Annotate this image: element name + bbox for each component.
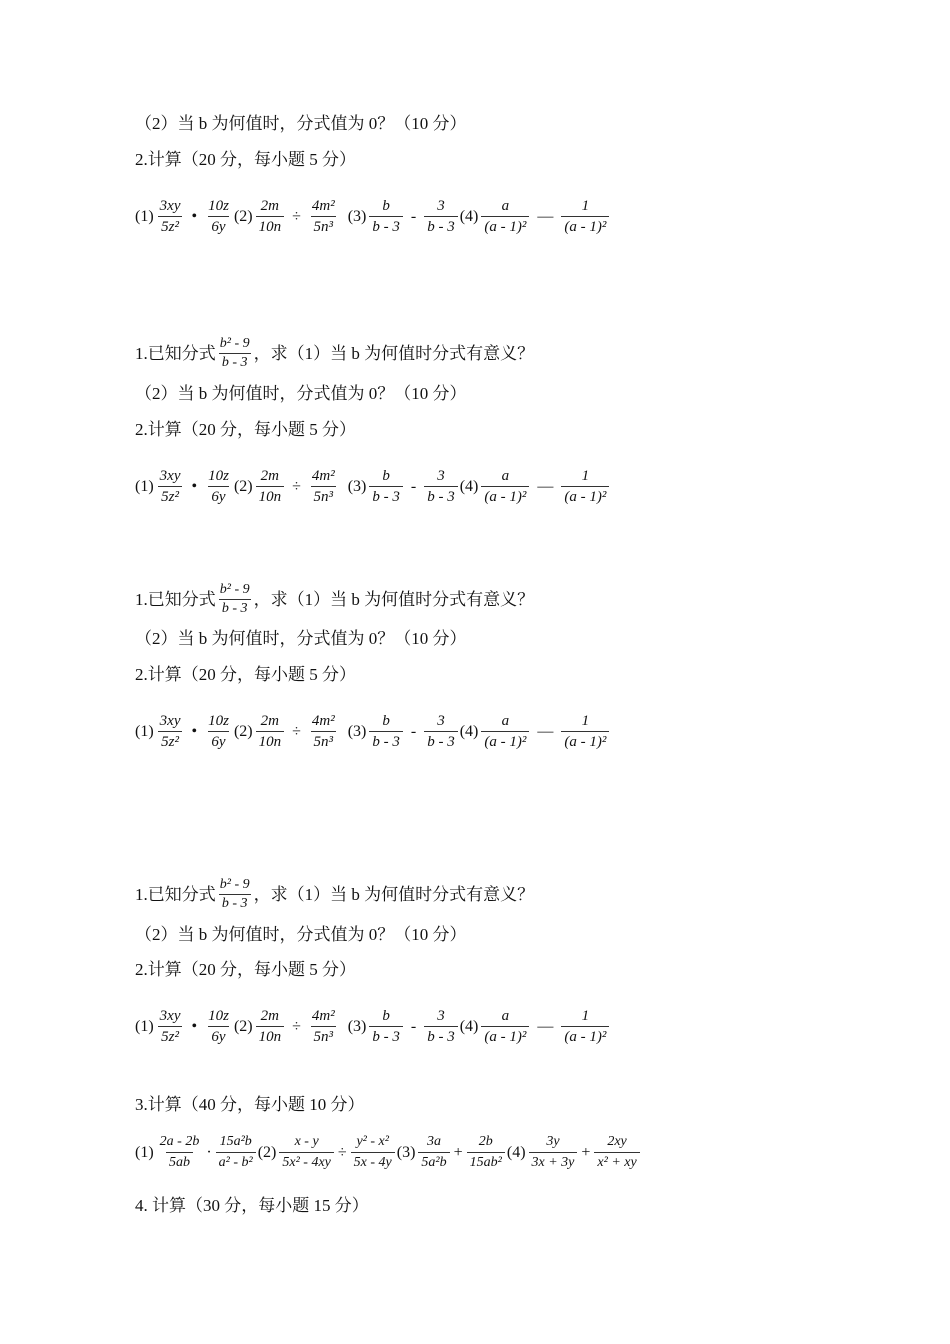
fraction [309,711,338,752]
denominator: b - 3 [424,216,458,237]
operator: ÷ [292,207,301,225]
fraction [309,196,338,237]
q2-title: 2.计算（20 分，每小题 5 分） [135,665,356,684]
denominator: 5x - 4y [351,1152,395,1173]
item-label: (4) [459,477,479,495]
numerator: 3 [437,198,445,214]
operator: — [537,207,554,225]
numerator: x - y [294,1134,319,1149]
fraction [157,466,184,507]
item-label: (2) [233,207,253,225]
fraction [561,466,609,507]
fraction [529,1132,578,1173]
denominator: 5z² [158,486,182,507]
denominator: (a - 1)² [481,1026,529,1047]
numerator: 10z [208,713,229,729]
denominator: a² - b² [216,1152,256,1173]
numerator: 2b [478,1134,493,1149]
numerator: 3xy [159,1008,181,1024]
denominator: 6y [208,731,228,752]
calc-row [135,466,611,507]
numerator: b [382,468,390,484]
item-label: (3) [396,1143,416,1161]
numerator: 2m [260,468,280,484]
numerator: 1 [581,468,590,484]
operator: • [191,1017,198,1035]
fraction [418,1132,449,1173]
q1-line [135,581,534,618]
denominator: 5z² [158,731,182,752]
denominator: 3x + 3y [529,1152,578,1173]
denominator: 5ab [166,1152,193,1173]
fraction [369,1006,403,1047]
operator: ÷ [292,1017,301,1035]
numerator: a [501,1008,510,1024]
fraction [561,1006,609,1047]
operator: ÷ [292,477,301,495]
fraction [424,711,458,752]
numerator: b [382,198,390,214]
denominator: 5n³ [311,731,337,752]
operator: • [191,722,198,740]
numerator: 4m² [311,198,335,214]
numerator: 3 [437,713,445,729]
item-label: (2) [257,1143,277,1161]
fraction [424,466,458,507]
denominator: (a - 1)² [561,486,609,507]
q1-line [135,335,534,372]
fraction [157,711,184,752]
numerator: 4m² [311,1008,335,1024]
operator: — [537,1017,554,1035]
q1-suffix: ，求（1）当 b 为何值时分式有意义？ [253,589,535,609]
numerator: 1 [581,198,590,214]
q2-title: 2.计算（20 分，每小题 5 分） [135,150,356,169]
denominator: b - 3 [219,894,251,913]
denominator: b - 3 [369,216,403,237]
fraction [369,196,403,237]
fraction [351,1132,395,1173]
q1-part2-text: （2）当 b 为何值时，分式值为 0？（10 分） [135,925,467,944]
denominator: (a - 1)² [561,731,609,752]
item-label: (3) [347,477,367,495]
item-label: (4) [459,1017,479,1035]
numerator: 2xy [607,1134,627,1149]
numerator: 3xy [159,468,181,484]
fraction [217,581,253,618]
denominator: b - 3 [424,486,458,507]
denominator: 10n [256,1026,285,1047]
operator: ÷ [337,1143,347,1161]
operator: - [410,207,417,225]
denominator: 10n [256,731,285,752]
q1-prefix: 1.已知分式 [135,884,216,904]
fraction [217,335,253,372]
numerator: b² - 9 [219,877,250,892]
fraction [256,1006,285,1047]
denominator: 10n [256,216,285,237]
fraction [216,1132,256,1173]
q1-prefix: 1.已知分式 [135,343,216,363]
fraction [309,466,338,507]
q1-part2-text: （2）当 b 为何值时，分式值为 0？（10 分） [135,114,467,133]
item-label: (2) [233,1017,253,1035]
fraction [481,196,529,237]
numerator: 4m² [311,468,335,484]
denominator: b - 3 [424,1026,458,1047]
q1-line [135,876,534,913]
operator: - [410,722,417,740]
item-label: (1) [135,722,154,740]
fraction [561,711,609,752]
operator: • [191,207,198,225]
denominator: b - 3 [219,353,251,372]
operator: - [410,477,417,495]
denominator: 5a²b [418,1152,449,1173]
numerator: a [501,468,510,484]
fraction [205,196,232,237]
fraction [481,466,529,507]
fraction [467,1132,505,1173]
operator: + [581,1143,591,1161]
fraction [205,711,232,752]
item-label: (3) [347,1017,367,1035]
q2-title: 2.计算（20 分，每小题 5 分） [135,420,356,439]
denominator: (a - 1)² [561,216,609,237]
item-label: (1) [135,477,154,495]
item-label: (2) [233,477,253,495]
operator: + [453,1143,463,1161]
q2-title: 2.计算（20 分，每小题 5 分） [135,960,356,979]
fraction [205,1006,232,1047]
fraction [481,1006,529,1047]
denominator: b - 3 [424,731,458,752]
operator: ÷ [292,722,301,740]
denominator: 5z² [158,1026,182,1047]
numerator: 3xy [159,198,181,214]
numerator: 3xy [159,713,181,729]
denominator: 5x² - 4xy [279,1152,334,1173]
fraction [157,1006,184,1047]
numerator: 3 [437,468,445,484]
numerator: 10z [208,468,229,484]
numerator: a [501,198,510,214]
fraction [424,196,458,237]
q4-title: 4. 计算（30 分，每小题 15 分） [135,1196,369,1215]
calc-row [135,1006,611,1047]
denominator: b - 3 [369,486,403,507]
denominator: 15ab² [467,1152,505,1173]
item-label: (2) [233,722,253,740]
numerator: 3a [427,1134,442,1149]
denominator: (a - 1)² [481,216,529,237]
denominator: b - 3 [369,1026,403,1047]
fraction [424,1006,458,1047]
q1-prefix: 1.已知分式 [135,589,216,609]
item-label: (3) [347,207,367,225]
denominator: x² + xy [594,1152,639,1173]
q1-part2-text: （2）当 b 为何值时，分式值为 0？（10 分） [135,384,467,403]
fraction [157,1132,203,1173]
numerator: 3 [437,1008,445,1024]
numerator: 2m [260,198,280,214]
fraction [369,466,403,507]
operator: • [191,477,198,495]
q3-title: 3.计算（40 分，每小题 10 分） [135,1095,365,1114]
fraction [561,196,609,237]
denominator: b - 3 [219,599,251,618]
numerator: b [382,713,390,729]
denominator: 5z² [158,216,182,237]
item-label: (4) [459,722,479,740]
denominator: (a - 1)² [481,486,529,507]
numerator: 1 [581,1008,590,1024]
item-label: (1) [135,1017,154,1035]
item-label: (3) [347,722,367,740]
operator: · [206,1143,212,1161]
fraction [594,1132,639,1173]
numerator: y² - x² [356,1134,389,1149]
fraction [205,466,232,507]
numerator: b² - 9 [219,336,250,351]
q3-calc-row [135,1132,642,1173]
fraction [309,1006,338,1047]
numerator: 4m² [311,713,335,729]
numerator: a [501,713,510,729]
denominator: 6y [208,486,228,507]
operator: - [410,1017,417,1035]
calc-row [135,196,611,237]
fraction [256,466,285,507]
numerator: 3y [546,1134,560,1149]
q1-part2-text: （2）当 b 为何值时，分式值为 0？（10 分） [135,629,467,648]
denominator: b - 3 [369,731,403,752]
item-label: (4) [459,207,479,225]
numerator: b² - 9 [219,582,250,597]
fraction [217,876,253,913]
numerator: 10z [208,198,229,214]
fraction [256,711,285,752]
operator: — [537,722,554,740]
numerator: 1 [581,713,590,729]
numerator: 10z [208,1008,229,1024]
item-label: (4) [506,1143,526,1161]
denominator: 6y [208,216,228,237]
fraction [369,711,403,752]
fraction [157,196,184,237]
numerator: 15a²b [219,1134,252,1149]
denominator: 5n³ [311,216,337,237]
denominator: (a - 1)² [481,731,529,752]
numerator: 2m [260,1008,280,1024]
denominator: 6y [208,1026,228,1047]
q1-suffix: ，求（1）当 b 为何值时分式有意义？ [253,884,535,904]
denominator: 5n³ [311,486,337,507]
operator: — [537,477,554,495]
denominator: 5n³ [311,1026,337,1047]
item-label: (1) [135,1143,154,1161]
denominator: 10n [256,486,285,507]
numerator: 2a - 2b [159,1134,200,1149]
fraction [256,196,285,237]
q1-suffix: ，求（1）当 b 为何值时分式有意义？ [253,343,535,363]
calc-row [135,711,611,752]
item-label: (1) [135,207,154,225]
numerator: 2m [260,713,280,729]
fraction [279,1132,334,1173]
numerator: b [382,1008,390,1024]
denominator: (a - 1)² [561,1026,609,1047]
fraction [481,711,529,752]
